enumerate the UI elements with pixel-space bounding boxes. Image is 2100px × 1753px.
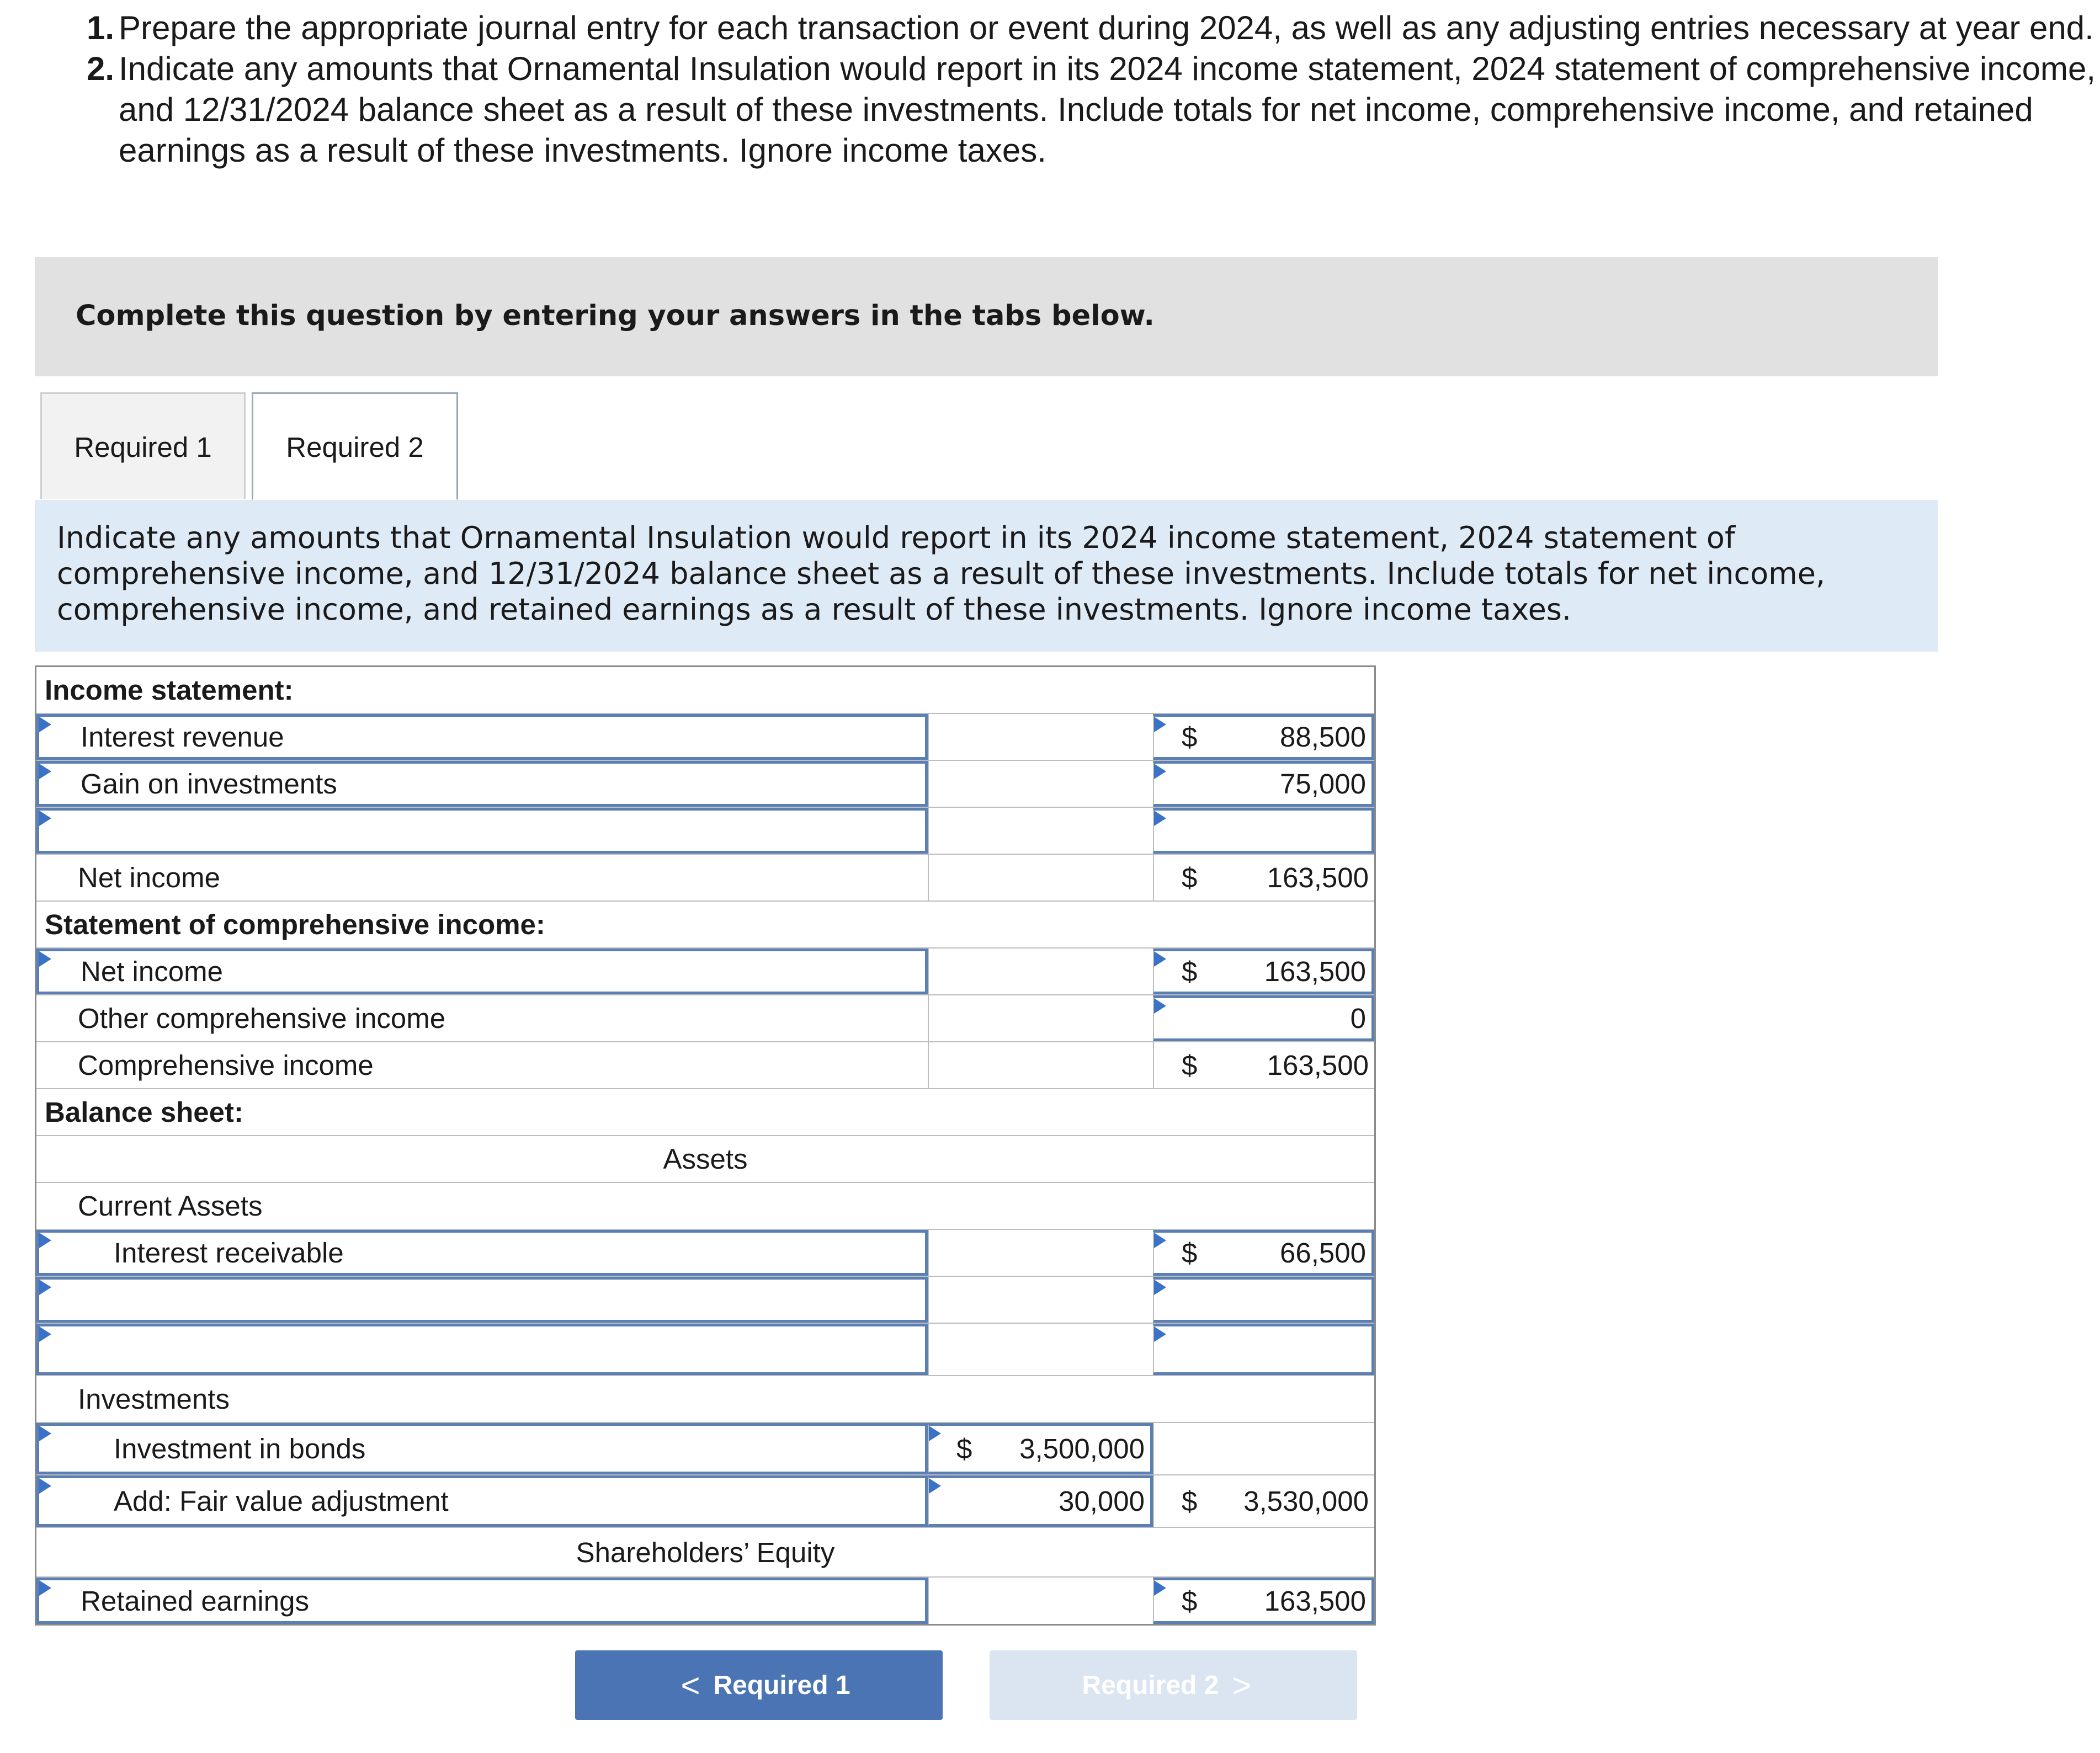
amount-value: 66,500 — [1280, 1237, 1366, 1269]
account-dropdown[interactable] — [36, 714, 928, 760]
dropdown-marker-icon — [1154, 1280, 1166, 1295]
table-row — [36, 1578, 1374, 1624]
section-row — [36, 1089, 1374, 1136]
amount-cell — [928, 761, 1153, 807]
section-row — [36, 902, 1374, 949]
dropdown-marker-icon — [39, 951, 51, 967]
instruction-text: Prepare the appropriate journal entry for each transaction or event during 2024, as well as any adjusting entries necessary at year end. — [119, 9, 2094, 46]
tab-description — [35, 500, 1938, 652]
instruction-banner — [35, 257, 1938, 376]
amount-value: 3,500,000 — [1019, 1433, 1145, 1464]
dropdown-marker-icon — [39, 1233, 51, 1248]
table-row — [36, 1475, 1374, 1528]
amount-total — [1153, 1042, 1374, 1088]
table-row — [36, 1423, 1374, 1475]
amount-input[interactable] — [1153, 761, 1374, 807]
table-row — [36, 1277, 1374, 1324]
amount-value: 163,500 — [1264, 1585, 1366, 1617]
table-row — [36, 1230, 1374, 1277]
dropdown-marker-icon — [1154, 998, 1166, 1014]
amount-input[interactable] — [1153, 808, 1374, 854]
amount-input[interactable] — [1153, 1324, 1374, 1375]
instruction-number: 2. — [86, 50, 114, 87]
row-label: Interest receivable — [114, 1237, 344, 1269]
instructions-list — [65, 8, 2096, 171]
answer-table — [35, 665, 1376, 1626]
row-label: Net income — [78, 862, 220, 893]
amount-value: 88,500 — [1280, 721, 1366, 753]
table-row — [36, 761, 1374, 808]
amount-cell — [928, 808, 1153, 854]
amount-cell — [928, 1042, 1153, 1088]
amount-input[interactable] — [1153, 714, 1374, 760]
tab-bar — [35, 392, 1938, 502]
section-row — [36, 667, 1374, 714]
dropdown-marker-icon — [39, 717, 51, 732]
chevron-right-icon: > — [1232, 1666, 1252, 1704]
dollar-sign: $ — [1182, 1585, 1198, 1617]
next-button-label: Required 2 — [1082, 1670, 1219, 1700]
table-row — [36, 808, 1374, 855]
row-label: Gain on investments — [81, 768, 337, 800]
amount-total — [1153, 855, 1374, 901]
amount-value: 163,500 — [1267, 1049, 1369, 1081]
investments-label: Investments — [78, 1383, 230, 1415]
amount-value: 163,500 — [1267, 862, 1369, 893]
current-assets-label: Current Assets — [78, 1190, 263, 1222]
account-dropdown[interactable] — [36, 1324, 928, 1375]
instruction-item — [65, 8, 2096, 49]
dropdown-marker-icon — [39, 1478, 51, 1494]
amount-input[interactable] — [1153, 949, 1374, 994]
section-row — [36, 1183, 1374, 1230]
dollar-sign: $ — [1182, 721, 1198, 753]
dropdown-marker-icon — [39, 1280, 51, 1295]
amount-value: 0 — [1350, 1003, 1366, 1034]
chevron-left-icon: < — [680, 1666, 700, 1704]
dollar-sign: $ — [1182, 862, 1198, 893]
dropdown-marker-icon — [1154, 1580, 1166, 1596]
dropdown-marker-icon — [1154, 951, 1166, 967]
row-label: Interest revenue — [81, 721, 284, 753]
dropdown-marker-icon — [1154, 1326, 1166, 1342]
account-dropdown[interactable] — [36, 808, 928, 854]
amount-value: 30,000 — [1059, 1485, 1145, 1517]
table-row — [36, 1042, 1374, 1089]
row-label: Add: Fair value adjustment — [114, 1485, 449, 1517]
amount-cell — [928, 1324, 1153, 1375]
account-dropdown[interactable] — [36, 1277, 928, 1323]
amount-total — [1153, 1475, 1374, 1527]
banner-text: Complete this question by entering your answers in the tabs below. — [76, 300, 1155, 332]
dollar-sign: $ — [1182, 1049, 1198, 1081]
prev-button-label: Required 1 — [713, 1670, 850, 1700]
amount-value: 163,500 — [1264, 956, 1366, 987]
amount-cell — [928, 855, 1153, 901]
amount-input[interactable] — [928, 1475, 1153, 1527]
dropdown-marker-icon — [39, 1426, 51, 1441]
amount-cell — [1153, 1423, 1374, 1474]
dropdown-marker-icon — [929, 1426, 941, 1441]
dropdown-marker-icon — [1154, 764, 1166, 779]
section-row — [36, 1376, 1374, 1423]
equity-header: Shareholders’ Equity — [576, 1536, 835, 1568]
row-label: Retained earnings — [81, 1585, 309, 1617]
dropdown-marker-icon — [929, 1478, 941, 1494]
table-row — [36, 949, 1374, 995]
amount-input[interactable] — [1153, 1578, 1374, 1624]
dollar-sign: $ — [1182, 1485, 1198, 1517]
section-header-comprehensive: Statement of comprehensive income: — [45, 909, 545, 940]
row-label: Other comprehensive income — [78, 1003, 446, 1034]
amount-cell — [928, 1578, 1153, 1624]
dropdown-marker-icon — [39, 1580, 51, 1596]
table-row — [36, 714, 1374, 761]
account-dropdown[interactable] — [36, 1230, 928, 1276]
row-label: Investment in bonds — [114, 1433, 366, 1464]
table-row — [36, 1324, 1374, 1376]
table-row — [36, 995, 1374, 1042]
dollar-sign: $ — [1182, 1237, 1198, 1269]
next-required-button[interactable] — [990, 1650, 1357, 1720]
account-dropdown[interactable] — [36, 1578, 928, 1624]
account-dropdown[interactable] — [36, 949, 928, 994]
amount-cell — [928, 714, 1153, 760]
description-text: Indicate any amounts that Ornamental Insulation would report in its 2024 income statement, 2024 statement of comprehensive income, and 12/31/2024 balance sheet as a result of these investments. Include totals for net income, comprehensive income, and retained earnings as a result of these investments. Ignore income taxes. — [57, 520, 1826, 627]
instruction-item — [65, 49, 2096, 171]
amount-input[interactable] — [928, 1423, 1153, 1474]
dropdown-marker-icon — [1154, 811, 1166, 826]
section-row — [36, 1136, 1374, 1183]
dropdown-marker-icon — [39, 764, 51, 779]
row-label: Comprehensive income — [78, 1049, 374, 1081]
dollar-sign: $ — [1182, 956, 1198, 987]
tab-required-2[interactable]: Required 2 — [252, 392, 458, 500]
instruction-text: Indicate any amounts that Ornamental Insulation would report in its 2024 income statement, 2024 statement of comprehensive income, and 12/31/2024 balance sheet as a result of these investments. Include totals for net income, comprehensive income, and retained earnings as a result of these investments. Ignore income taxes. — [119, 50, 2096, 169]
dropdown-marker-icon — [39, 811, 51, 826]
prev-required-button[interactable] — [575, 1650, 943, 1720]
section-header-balance: Balance sheet: — [45, 1096, 243, 1128]
dollar-sign: $ — [956, 1433, 972, 1464]
amount-value: 75,000 — [1280, 768, 1366, 800]
amount-input[interactable] — [1153, 995, 1374, 1041]
dropdown-marker-icon — [1154, 1233, 1166, 1248]
account-dropdown[interactable] — [36, 1423, 928, 1474]
row-label: Net income — [81, 956, 223, 987]
table-row — [36, 855, 1374, 902]
amount-cell — [928, 949, 1153, 994]
amount-cell — [928, 1277, 1153, 1323]
amount-cell — [928, 995, 1153, 1041]
amount-input[interactable] — [1153, 1230, 1374, 1276]
dropdown-marker-icon — [39, 1326, 51, 1342]
tab-required-1[interactable]: Required 1 — [40, 392, 246, 499]
amount-value: 3,530,000 — [1243, 1485, 1369, 1517]
amount-input[interactable] — [1153, 1277, 1374, 1323]
instruction-number: 1. — [86, 9, 114, 46]
assets-header: Assets — [663, 1143, 748, 1175]
account-dropdown[interactable] — [36, 761, 928, 807]
section-header-income: Income statement: — [45, 674, 294, 706]
dropdown-marker-icon — [1154, 717, 1166, 732]
section-row — [36, 1528, 1374, 1578]
account-dropdown[interactable] — [36, 1475, 928, 1527]
amount-cell — [928, 1230, 1153, 1276]
